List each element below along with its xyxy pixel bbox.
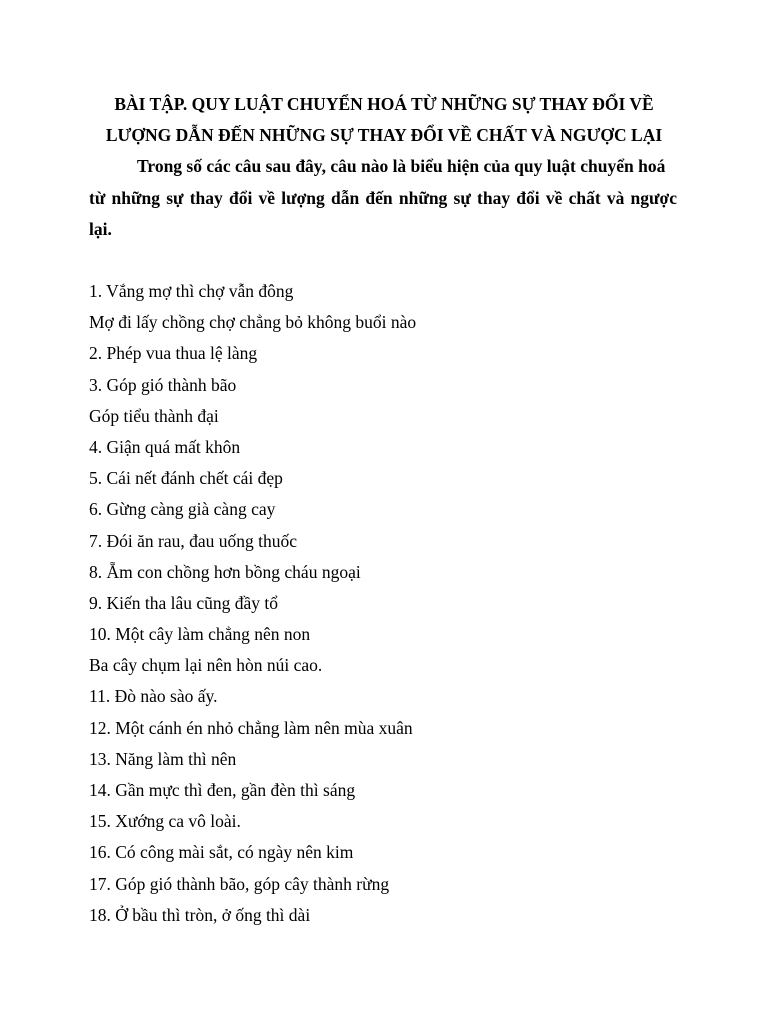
- list-item: 9. Kiến tha lâu cũng đầy tổ: [89, 592, 279, 613]
- list-item: Mợ đi lấy chồng chợ chẳng bỏ không buổi nào: [89, 312, 417, 333]
- list-item: 11. Đò nào sào ấy.: [89, 686, 218, 707]
- list-item: 8. Ẵm con chồng hơn bồng cháu ngoại: [89, 561, 361, 582]
- list-item: 18. Ở bầu thì tròn, ở ống thì dài: [89, 904, 311, 925]
- list-item: Góp tiểu thành đại: [89, 405, 219, 426]
- list-item: 5. Cái nết đánh chết cái đẹp: [89, 468, 283, 489]
- intro-line-3: lại.: [89, 219, 112, 239]
- list-item: 10. Một cây làm chẳng nên non: [89, 624, 311, 645]
- list-item: 17. Góp gió thành bão, góp cây thành rừng: [89, 873, 390, 894]
- list-item: 2. Phép vua thua lệ làng: [89, 343, 258, 364]
- list-item: 14. Gần mực thì đen, gần đèn thì sáng: [89, 780, 356, 800]
- list-item: 16. Có công mài sắt, có ngày nên kim: [89, 842, 354, 863]
- intro-line-2: từ những sự thay đổi về lượng dẫn đến những sự thay đổi về chất và ngược: [89, 188, 677, 208]
- list-item: 4. Giận quá mất khôn: [89, 436, 241, 457]
- list-item: 12. Một cánh én nhỏ chẳng làm nên mùa xuân: [89, 717, 413, 738]
- intro-line-1: Trong số các câu sau đây, câu nào là biểu hiện của quy luật chuyển hoá: [137, 156, 666, 176]
- list-item: 7. Đói ăn rau, đau uống thuốc: [89, 530, 298, 551]
- title-line-1: BÀI TẬP. QUY LUẬT CHUYỂN HOÁ TỪ NHỮNG SỰ THAY ĐỔI VỀ: [114, 94, 654, 114]
- list-item: 6. Gừng càng già càng cay: [89, 499, 276, 520]
- list-item: 13. Năng làm thì nên: [89, 748, 237, 769]
- list-item: 1. Vắng mợ thì chợ vẫn đông: [89, 281, 294, 301]
- proverb-list: [89, 281, 416, 936]
- list-item: 3. Góp gió thành bão: [89, 374, 237, 395]
- list-item: Ba cây chụm lại nên hòn núi cao.: [89, 655, 323, 676]
- list-item: 15. Xướng ca vô loài.: [89, 811, 241, 832]
- title-line-2: LƯỢNG DẪN ĐẾN NHỮNG SỰ THAY ĐỔI VỀ CHẤT VÀ NGƯỢC LẠI: [105, 125, 663, 145]
